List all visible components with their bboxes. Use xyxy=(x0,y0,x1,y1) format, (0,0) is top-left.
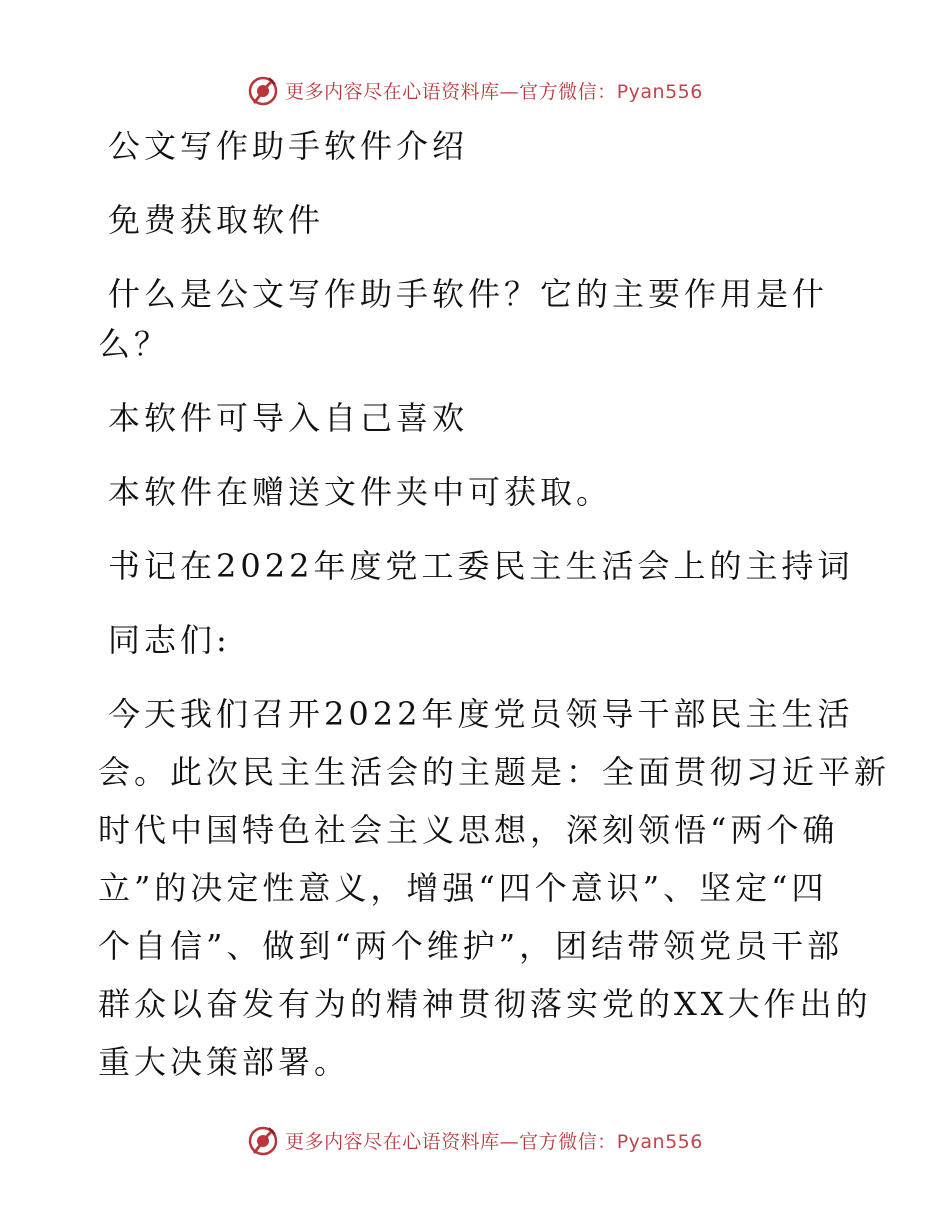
wechat-id: Pyan556 xyxy=(616,80,703,103)
body-paragraph xyxy=(98,690,891,1096)
wechat-label: 官方微信： xyxy=(519,80,617,103)
question-line-2: 么？ xyxy=(98,325,171,363)
body-line: 今天我们召开2022年度党员领导干部民主生活 xyxy=(108,695,854,733)
speech-title: 书记在2022年度党工委民主生活会上的主持词 xyxy=(108,547,854,585)
body-line: 个自信”、做到“两个维护”，团结带领党员干部 xyxy=(98,927,844,965)
body-line: 群众以奋发有为的精神贯彻落实党的XX大作出的 xyxy=(98,985,872,1023)
wechat-id: Pyan556 xyxy=(616,1130,703,1153)
body-line: 时代中国特色社会主义思想，深刻领悟“两个确 xyxy=(98,811,839,849)
header-banner xyxy=(0,70,950,110)
body-line: 重大决策部署。 xyxy=(98,1043,351,1081)
pen-logo-icon xyxy=(247,1124,279,1156)
free-get-line: 免费获取软件 xyxy=(108,201,325,239)
document-body xyxy=(98,122,891,1096)
site-name: 更多内容尽在心语资料库 xyxy=(285,80,500,103)
body-line: 立”的决定性意义，增强“四个意识”、坚定“四 xyxy=(98,869,828,907)
header-banner-text xyxy=(285,77,703,104)
footer-banner-text xyxy=(285,1127,703,1154)
import-line: 本软件可导入自己喜欢 xyxy=(108,399,469,437)
banner-separator: — xyxy=(499,1130,520,1153)
body-line: 会。此次民主生活会的主题是：全面贯彻习近平新 xyxy=(98,753,891,791)
greeting: 同志们: xyxy=(108,621,231,659)
gift-line: 本软件在赠送文件夹中可获取。 xyxy=(108,473,613,511)
question-line-1: 什么是公文写作助手软件？它的主要作用是什 xyxy=(108,275,829,313)
footer-banner-content xyxy=(247,1124,703,1156)
wechat-label: 官方微信： xyxy=(519,1130,617,1153)
banner-separator: — xyxy=(499,80,520,103)
doc-title: 公文写作助手软件介绍 xyxy=(108,127,469,165)
header-banner-content xyxy=(247,74,703,106)
pen-logo-icon xyxy=(247,74,279,106)
site-name: 更多内容尽在心语资料库 xyxy=(285,1130,500,1153)
footer-banner xyxy=(0,1120,950,1160)
